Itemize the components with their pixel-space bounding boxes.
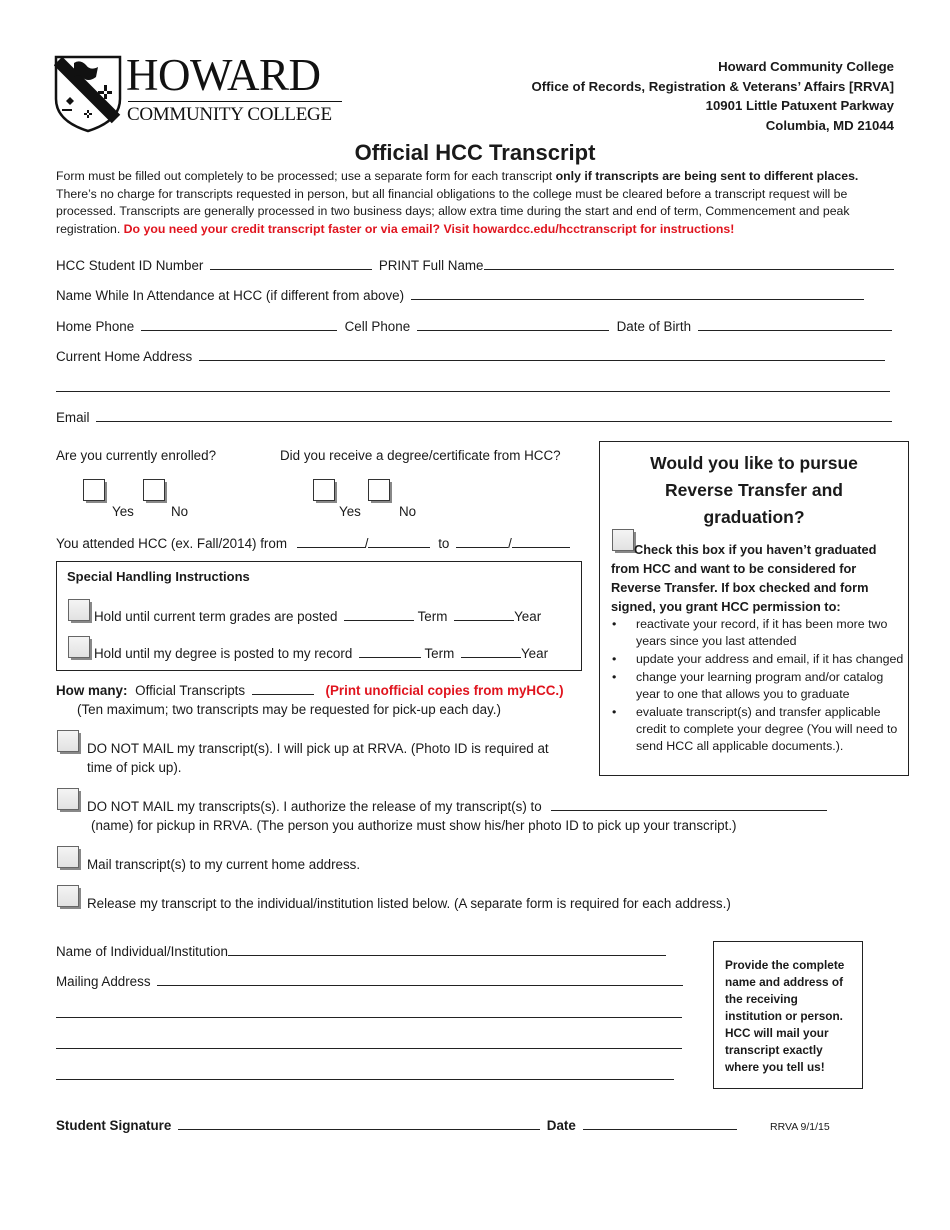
hold-degree-row (94, 646, 548, 661)
dob-input[interactable] (698, 319, 892, 331)
mailing-address-label: Mailing Address (56, 974, 151, 989)
reverse-bullet-2: • update your address and email, if it has changed (608, 651, 908, 668)
signature-label: Student Signature (56, 1118, 172, 1133)
full-name-input[interactable] (484, 258, 894, 270)
address-row (56, 349, 885, 364)
header-address (532, 57, 895, 135)
provide-line-7: where you tell us! (725, 1060, 825, 1074)
degree-no-checkbox[interactable] (368, 479, 390, 501)
provide-line-3: the receiving (725, 992, 798, 1006)
logo-divider (128, 101, 342, 102)
address-label: Current Home Address (56, 349, 193, 364)
address-line-2: Office of Records, Registration & Veterans’ Affairs [RRVA] (531, 78, 894, 94)
date-input[interactable] (583, 1118, 737, 1130)
hold-grades-checkbox[interactable] (68, 599, 90, 621)
reverse-transfer-bullets (608, 616, 908, 755)
hold-grades-term-input[interactable] (344, 609, 414, 621)
student-id-row (56, 258, 894, 273)
special-handling-box (56, 561, 582, 671)
special-handling-title: Special Handling Instructions (67, 569, 250, 584)
official-transcripts-input[interactable] (252, 683, 314, 695)
hold-degree-term-label: Term (424, 646, 455, 661)
reverse-check-1: Check this box if you haven’t graduated (634, 542, 877, 557)
how-many-row (56, 683, 564, 698)
attended-to-year-input[interactable] (512, 536, 570, 548)
page-title: Official HCC Transcript (354, 140, 596, 165)
home-phone-label: Home Phone (56, 319, 135, 334)
attended-to-term-input[interactable] (456, 536, 508, 548)
reverse-transfer-text (611, 540, 876, 616)
pickup-authorized-label-1: DO NOT MAIL my transcripts(s). I authorize the release of my transcript(s) to (87, 799, 542, 814)
hold-degree-checkbox[interactable] (68, 636, 90, 658)
provide-line-5: HCC will mail your (725, 1026, 829, 1040)
intro-p2: There’s no charge for transcripts requested in person, but all financial obligations to the college must be cleared before a transcript request will be (56, 186, 848, 201)
hold-degree-label: Hold until my degree is posted to my record (94, 646, 353, 661)
reverse-check-3: Reverse Transfer. If box checked and form (611, 580, 869, 595)
email-input[interactable] (96, 410, 892, 422)
intro-p3: processed. Transcripts are generally processed in two business days; allow extra time during the start and end of term, Commencement and peak (56, 204, 850, 218)
mailing-address-input[interactable] (157, 974, 683, 986)
student-id-label: HCC Student ID Number (56, 258, 204, 273)
degree-yes-label: Yes (339, 504, 361, 519)
reverse-heading-1: Would you like to pursue (650, 453, 858, 473)
attended-from-term-input[interactable] (297, 536, 365, 548)
attendance-name-row (56, 288, 864, 303)
address-input[interactable] (199, 349, 885, 361)
hold-grades-term-label: Term (417, 609, 448, 624)
attended-to-label: to (438, 536, 450, 551)
pickup-self-label-1: DO NOT MAIL my transcript(s). I will pick up at RRVA. (Photo ID is required at (87, 741, 549, 756)
hold-grades-year-input[interactable] (454, 609, 514, 621)
mail-home-label: Mail transcript(s) to my current home address. (87, 857, 361, 872)
recipient-name-row (56, 944, 666, 959)
full-name-label: PRINT Full Name (378, 258, 484, 273)
pickup-authorized-checkbox[interactable] (57, 788, 79, 810)
email-row (56, 410, 892, 425)
cell-phone-label: Cell Phone (344, 319, 411, 334)
reverse-transfer-heading (600, 450, 908, 531)
svg-text:+: + (76, 90, 82, 97)
address-line-1: Howard Community College (718, 59, 894, 74)
attendance-name-input[interactable] (411, 288, 864, 300)
mail-home-checkbox[interactable] (57, 846, 79, 868)
how-many-note: (Ten maximum; two transcripts may be requested for pick-up each day.) (77, 702, 501, 717)
phone-row (56, 319, 892, 334)
enrolled-no-checkbox[interactable] (143, 479, 165, 501)
provide-line-4: institution or person. (725, 1009, 843, 1023)
hold-grades-label: Hold until current term grades are posted (94, 609, 338, 624)
provide-line-6: transcript exactly (725, 1043, 823, 1057)
signature-input[interactable] (178, 1118, 540, 1130)
reverse-check-2: from HCC and want to be considered for (611, 561, 857, 576)
provide-line-1: Provide the complete (725, 958, 845, 972)
hold-degree-term-input[interactable] (359, 646, 421, 658)
release-institution-label: Release my transcript to the individual/institution listed below. (A separate form is required for each address.) (87, 896, 731, 911)
pickup-self-label-2: time of pick up). (87, 760, 182, 775)
student-id-input[interactable] (210, 258, 372, 270)
reverse-heading-2: Reverse Transfer and (664, 480, 843, 500)
intro-p4b: Do you need your credit transcript faster or via email? Visit howardcc.edu/hcctranscript for instructions! (123, 221, 735, 236)
attended-from-year-input[interactable] (368, 536, 430, 548)
mailing-address-line-3[interactable] (56, 1037, 682, 1049)
attended-label: You attended HCC (ex. Fall/2014) from (56, 536, 287, 551)
provide-address-box (713, 941, 863, 1089)
enrolled-yes-checkbox[interactable] (83, 479, 105, 501)
official-transcripts-label: Official Transcripts (135, 683, 246, 698)
reverse-check-4: signed, you grant HCC permission to: (611, 599, 841, 614)
address-line-4: Columbia, MD 21044 (765, 117, 894, 133)
dob-label: Date of Birth (616, 319, 692, 334)
reverse-heading-3: graduation? (703, 507, 805, 527)
reverse-bullet-3: • change your learning program and/or catalog year to one that allows you to graduate (608, 669, 908, 703)
authorized-person-input[interactable] (551, 799, 827, 811)
intro-p4a: registration. (56, 221, 124, 236)
email-label: Email (56, 410, 90, 425)
recipient-name-input[interactable] (228, 944, 666, 956)
pickup-self-checkbox[interactable] (57, 730, 79, 752)
mailing-address-line-2[interactable] (56, 1006, 682, 1018)
recipient-name-label: Name of Individual/Institution (56, 944, 228, 959)
unofficial-copies-note: (Print unofficial copies from myHCC.) (325, 683, 564, 698)
intro-p1a: Form must be filled out completely to be processed; use a separate form for each transcript (56, 169, 556, 183)
enrolled-yes-label: Yes (112, 504, 134, 519)
hold-grades-row (94, 609, 541, 624)
degree-question: Did you receive a degree/certificate from HCC? (280, 448, 561, 463)
mailing-address-row (56, 974, 683, 989)
logo-name-bottom: COMMUNITY COLLEGE (127, 104, 332, 125)
release-institution-checkbox[interactable] (57, 885, 79, 907)
shield-crest-icon (54, 55, 122, 133)
form-code: RRVA 9/1/15 (770, 1121, 830, 1133)
address-line-3: 10901 Little Patuxent Parkway (705, 98, 894, 113)
degree-yes-checkbox[interactable] (313, 479, 335, 501)
enrolled-question: Are you currently enrolled? (56, 448, 217, 463)
provide-line-2: name and address of (725, 975, 844, 989)
mailing-address-line-4[interactable] (56, 1068, 674, 1080)
attendance-name-label: Name While In Attendance at HCC (if different from above) (56, 288, 405, 303)
pickup-authorized-label-2: (name) for pickup in RRVA. (The person you authorize must show his/her photo ID to pick up your transcript.) (91, 818, 737, 833)
enrolled-no-label: No (171, 504, 189, 519)
attended-row: You attended HCC (ex. Fall/2014) from / to / (56, 536, 570, 551)
hold-degree-year-label: Year (520, 646, 549, 661)
cell-phone-input[interactable] (417, 319, 609, 331)
hold-degree-year-input[interactable] (461, 646, 521, 658)
how-many-label: How many: (56, 683, 128, 698)
signature-row (56, 1118, 737, 1133)
date-label: Date (546, 1118, 576, 1133)
address-input-line-2[interactable] (56, 380, 890, 392)
intro-p1b: only if transcripts are being sent to different places. (555, 169, 859, 183)
hold-grades-year-label: Year (514, 609, 542, 624)
reverse-bullet-4: • evaluate transcript(s) and transfer applicable credit to complete your degree (You will need to send HCC all applicable documents.). (608, 704, 908, 755)
intro-text (56, 168, 858, 238)
degree-no-label: No (399, 504, 417, 519)
pickup-authorized-row (87, 799, 827, 814)
logo-name-top: HOWARD (126, 50, 321, 100)
reverse-bullet-1: • reactivate your record, if it has been more two years since you last attended (608, 616, 908, 650)
home-phone-input[interactable] (141, 319, 337, 331)
reverse-transfer-box (599, 441, 909, 776)
